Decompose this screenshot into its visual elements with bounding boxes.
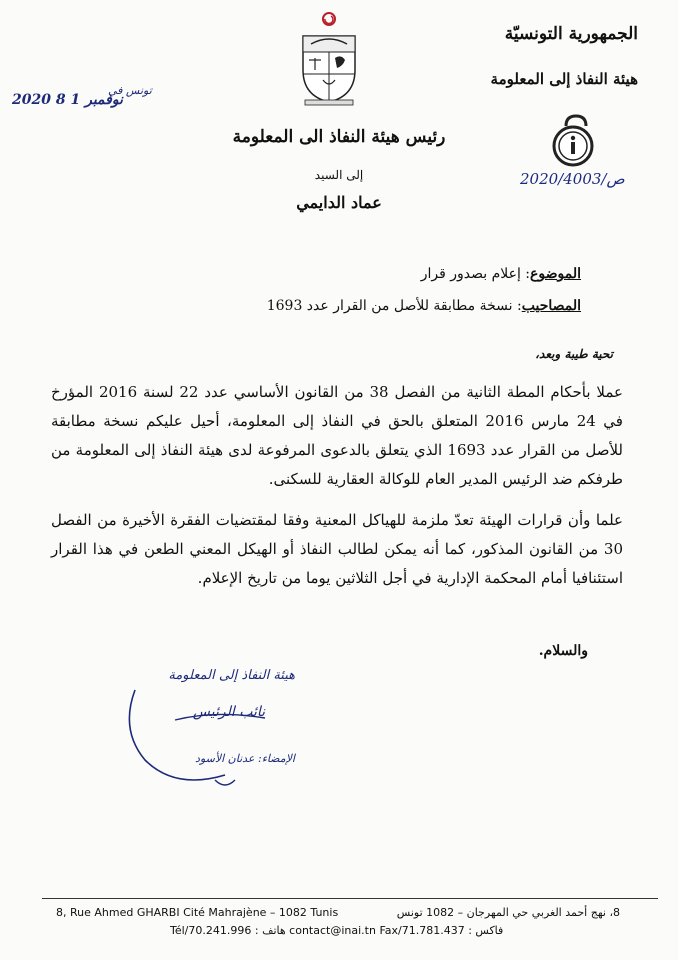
institution-name: هيئة النفاذ إلى المعلومة: [490, 70, 638, 88]
signature-line-3: الإمضاء: عدنان الأسود: [195, 752, 295, 765]
sender-title: رئيس هيئة النفاذ الى المعلومة: [232, 127, 446, 147]
footer-address-ar: 8، نهج أحمد الغربي حي المهرجان – 1082 تونس: [396, 906, 620, 919]
signature-line-2: نائب الرئيس: [192, 704, 265, 720]
signature-line-1: هيئة النفاذ إلى المعلومة: [168, 668, 295, 683]
date-label: تونس في: [108, 84, 152, 97]
subject-line: [421, 266, 581, 282]
greeting: تحية طيبة وبعد،: [535, 347, 613, 361]
body-paragraph-2: علما وأن قرارات الهيئة تعدّ ملزمة للهياكل المعنية وفقا لمقتضيات الفقرة الأخيرة من الفصل 30 من القانون المذكور، كما أنه يمكن لطالب النفاذ أو الهيكل المعني الطعن في هذا القرار استئنافيا أمام المحكمة الإدارية في أجل الثلاثين يوما من تاريخ الإعلام.: [51, 511, 623, 587]
recipient-name: عماد الدايمي: [296, 193, 382, 212]
coat-of-arms-icon: [297, 10, 361, 106]
closing: والسلام.: [538, 643, 588, 659]
to-label: إلى السيد: [314, 168, 364, 182]
attachments-line: [267, 298, 581, 314]
body-paragraph-1: عملا بأحكام المطة الثانية من الفصل 38 من القانون الأساسي عدد 22 لسنة 2016 المؤرخ في 24 مارس 2016 المتعلق بالحق في النفاذ إلى المعلومة، أحيل عليكم نسخة مطابقة للأصل من القرار عدد 1693 الذي يتعلق بالدعوى المرفوعة لدى هيئة النفاذ إلى المعلومة من طرفكم ضد الرئيس المدير العام للوكالة العقارية للسكنى.: [51, 383, 623, 488]
footer-contact: Tél/هاتف : 70.241.996 contact@inai.tn Fax/فاكس : 71.781.437: [170, 924, 504, 937]
republic-name: الجمهورية التونسيّة: [504, 24, 638, 44]
info-icon: [548, 114, 598, 170]
subject-label: الموضوع: [530, 266, 581, 282]
footer-divider: [42, 898, 658, 899]
attachments-text: : نسخة مطابقة للأصل من القرار عدد 1693: [266, 298, 522, 314]
date-value: 2020 نوفمبر 1 8: [12, 92, 123, 108]
subject-text: : إعلام بصدور قرار: [420, 266, 531, 282]
attachments-label: المصاحيب: [521, 298, 581, 314]
reference-number: ص/2020/4003: [520, 170, 625, 188]
signature-stamp: [115, 660, 295, 800]
footer-address-fr: 8, Rue Ahmed GHARBI Cité Mahrajène – 1082 Tunis: [56, 906, 339, 919]
